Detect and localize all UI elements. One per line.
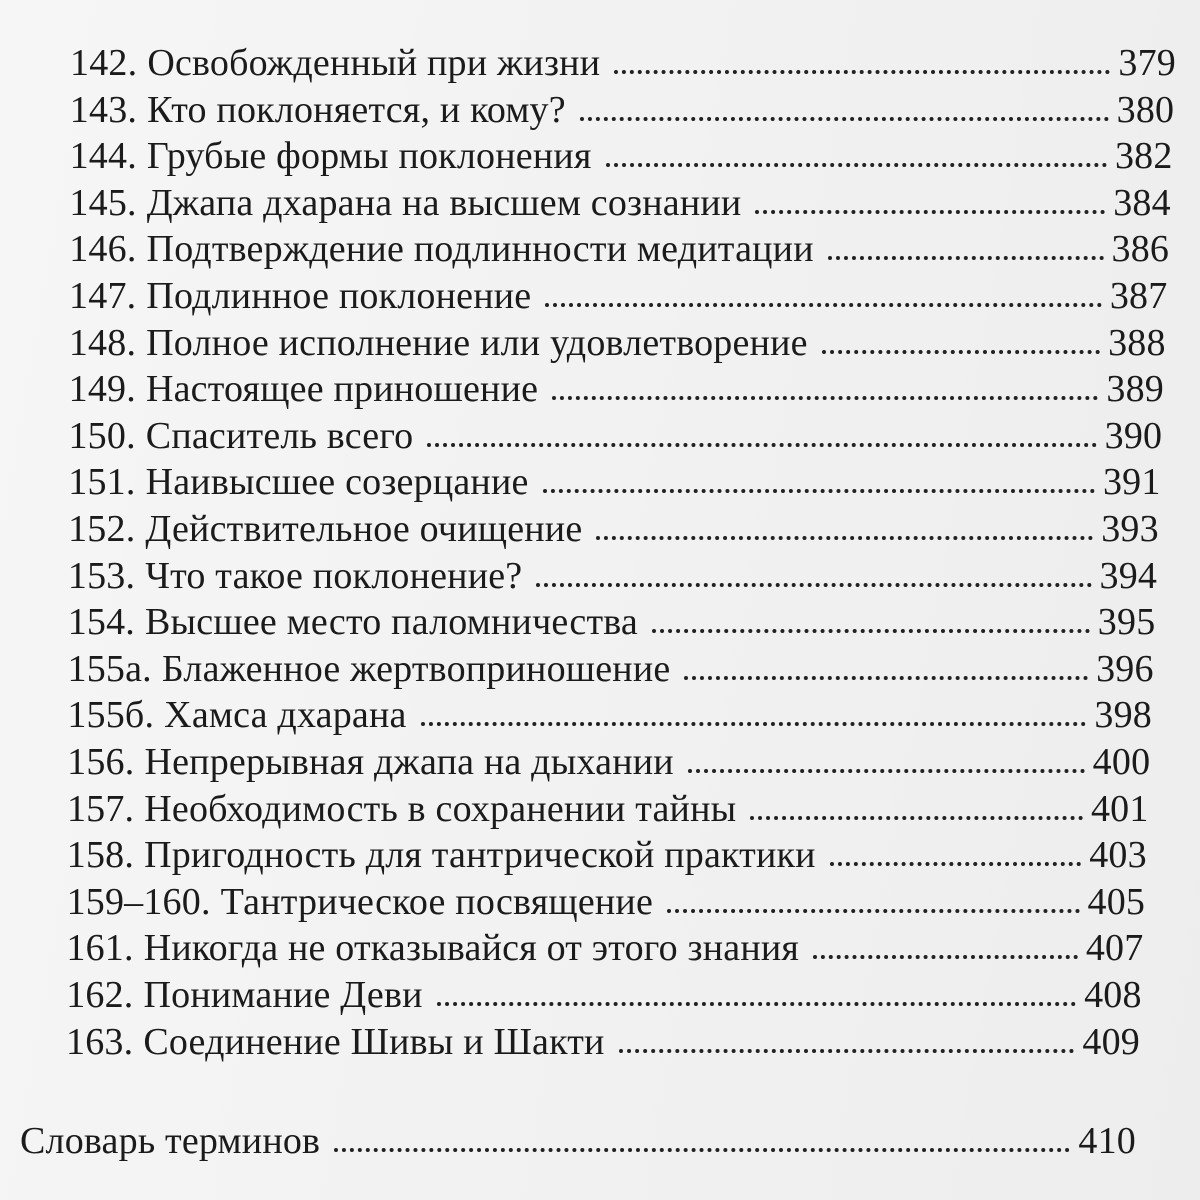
toc-entry-page-number: 384 (1113, 181, 1171, 224)
toc-entry-page-number: 390 (1104, 414, 1163, 457)
dot-leader (437, 1002, 1076, 1006)
toc-entry-title: Полное исполнение или удовлетворение (146, 321, 808, 364)
toc-entry-title: Соединение Шивы и Шакти (143, 1020, 605, 1063)
dot-leader (667, 909, 1079, 913)
toc-entry (68, 413, 1162, 459)
toc-entry-number: 157. (66, 787, 135, 830)
glossary-page-number: 410 (1078, 1120, 1136, 1162)
dot-leader (750, 816, 1083, 820)
toc-entry-title: Наивысшее созерцание (145, 461, 529, 504)
toc-entry-number: 142. (70, 42, 138, 84)
dot-leader (427, 443, 1096, 447)
toc-entry (68, 459, 1160, 505)
toc-entry-title: Хамса дхарана (164, 694, 407, 737)
toc-entry (69, 273, 1167, 319)
toc-entry-title: Освобожденный при жизни (147, 42, 601, 84)
toc-glossary-entry (20, 1118, 1136, 1164)
toc-entry-page-number: 398 (1094, 694, 1152, 737)
toc-entry (66, 925, 1143, 971)
toc-entry-number: 147. (69, 275, 137, 317)
toc-entry-page-number: 401 (1090, 787, 1149, 830)
toc-entry-page-number: 387 (1109, 275, 1168, 317)
toc-entry (70, 40, 1176, 86)
dot-leader (688, 769, 1085, 773)
toc-entry-title: Никогда не отказывайся от этого знания (143, 927, 800, 970)
toc-entry (66, 1019, 1140, 1065)
dot-leader (813, 955, 1078, 959)
toc-entry (70, 133, 1173, 179)
toc-entry-number: 161. (66, 927, 134, 970)
toc-entry-number: 158. (66, 834, 135, 877)
toc-entry-page-number: 393 (1101, 508, 1159, 550)
toc-entry-title: Непрерывная джапа на дыхании (144, 741, 674, 783)
toc-entry-number: 150. (68, 414, 136, 457)
toc-entry-page-number: 379 (1118, 42, 1176, 84)
toc-entry-title: Действительное очищение (145, 508, 583, 550)
dot-leader (606, 163, 1107, 167)
dot-leader (580, 117, 1109, 121)
toc-entry-page-number: 400 (1092, 741, 1151, 783)
toc-entry-title: Что такое поклонение? (145, 554, 523, 597)
dot-leader (552, 396, 1098, 400)
toc-entry-page-number: 405 (1087, 880, 1146, 923)
toc-entry (67, 832, 1147, 878)
toc-entry (68, 599, 1156, 645)
toc-entry-page-number: 407 (1085, 927, 1144, 970)
toc-entry (68, 506, 1159, 552)
dot-leader (545, 303, 1101, 307)
toc-entry-title: Джапа дхарана на высшем сознании (146, 181, 742, 224)
toc-entry (69, 226, 1169, 272)
toc-entry-number: 155б. (67, 694, 155, 737)
toc-entry-number: 163. (66, 1020, 134, 1063)
toc-entry (68, 646, 1154, 692)
toc-entry-title: Подлинное поклонение (146, 275, 532, 317)
toc-entry (67, 739, 1150, 785)
toc-entry-title: Тантрическое посвящение (220, 880, 654, 923)
toc-entry-title: Пригодность для тантрической практики (144, 834, 816, 877)
toc-entry-title: Спаситель всего (145, 414, 414, 457)
toc-entry-number: 152. (68, 508, 136, 550)
toc-entry-number: 144. (69, 135, 137, 178)
dot-leader (614, 70, 1110, 74)
toc-entry-page-number: 396 (1096, 647, 1154, 690)
dot-leader (652, 629, 1090, 633)
toc-entry-number: 156. (67, 741, 135, 783)
toc-entry-number: 143. (69, 88, 138, 131)
toc-entry-title: Понимание Деви (143, 974, 423, 1016)
toc-entry (69, 180, 1170, 226)
toc-entry-page-number: 388 (1108, 321, 1166, 364)
toc-entry-number: 153. (67, 554, 136, 597)
toc-entry-title: Высшее место паломничества (145, 601, 638, 644)
toc-entry-page-number: 389 (1106, 368, 1164, 411)
toc-entry-page-number: 380 (1116, 88, 1175, 131)
toc-entry-number: 146. (69, 228, 137, 271)
toc-entry-title: Подтверждение подлинности медитации (146, 228, 814, 271)
dot-leader (828, 256, 1104, 260)
dot-leader (334, 1148, 1070, 1152)
toc-entry (67, 786, 1149, 832)
toc-entry-title: Необходимость в сохранении тайны (144, 787, 737, 830)
toc-entry (67, 879, 1146, 925)
toc-entry-page-number: 382 (1114, 135, 1173, 178)
toc-entry-title: Настоящее приношение (145, 368, 539, 411)
toc-entry (67, 692, 1152, 738)
toc-entry-page-number: 391 (1102, 461, 1161, 504)
toc-entry-number: 159–160. (66, 880, 211, 923)
toc-entry-title: Кто поклоняется, и кому? (147, 88, 566, 131)
toc-entry-number: 149. (68, 368, 136, 411)
toc-entry-page-number: 408 (1084, 974, 1142, 1016)
toc-entry-page-number: 386 (1111, 228, 1170, 271)
dot-leader (830, 862, 1082, 866)
toc-entry-number: 162. (66, 974, 134, 1016)
dot-leader (822, 350, 1100, 354)
dot-leader (755, 210, 1105, 214)
toc-entry-title: Блаженное жертвоприношение (161, 647, 671, 690)
toc-entry-number: 148. (68, 321, 137, 364)
dot-leader (536, 583, 1091, 587)
toc-entry (69, 320, 1166, 366)
toc-entry (66, 972, 1142, 1018)
toc-entry-number: 155а. (67, 647, 152, 690)
toc-entry-number: 145. (69, 181, 137, 224)
dot-leader (421, 722, 1087, 726)
dot-leader (543, 489, 1095, 493)
toc-entry (69, 366, 1164, 412)
toc-entry-page-number: 403 (1089, 834, 1147, 877)
dot-leader (684, 676, 1088, 680)
toc-entry-number: 151. (68, 461, 136, 504)
dot-leader (596, 536, 1093, 540)
toc-entry-page-number: 409 (1082, 1020, 1140, 1063)
toc-entry (70, 87, 1174, 133)
dot-leader (619, 1049, 1075, 1053)
toc-entry-number: 154. (67, 601, 136, 644)
toc-entry-page-number: 395 (1097, 601, 1156, 644)
toc-entry (68, 553, 1157, 599)
toc-entry-title: Грубые формы поклонения (146, 135, 592, 178)
glossary-title: Словарь терминов (20, 1120, 321, 1162)
toc-entry-page-number: 394 (1099, 554, 1158, 597)
